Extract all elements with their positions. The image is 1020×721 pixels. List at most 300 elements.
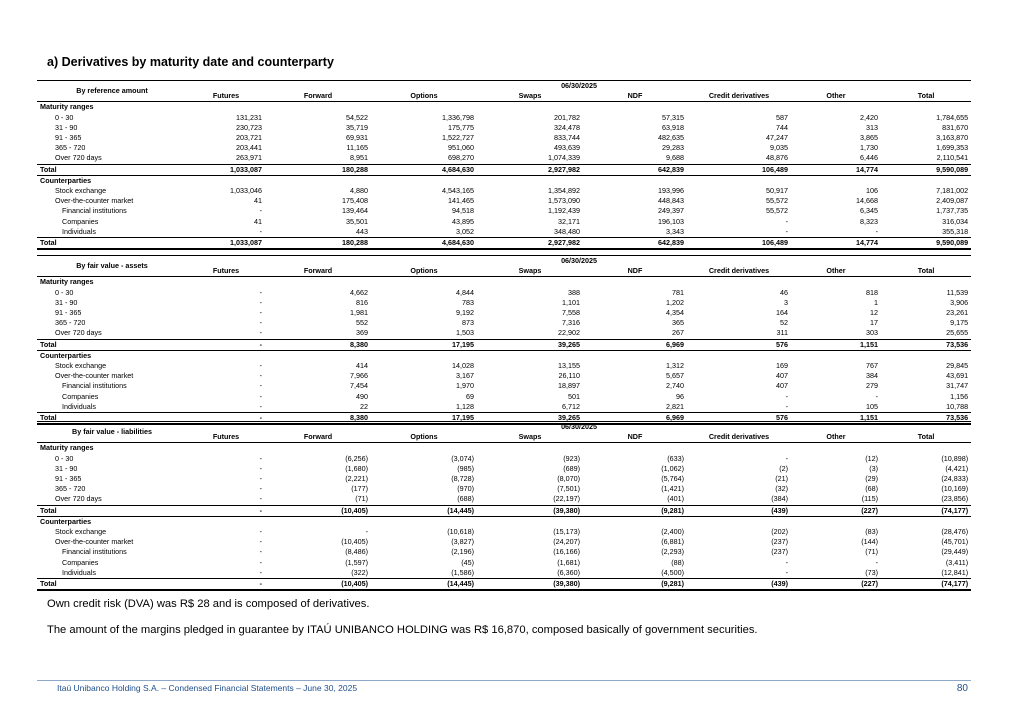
- value-cell: 17: [870, 318, 878, 328]
- value-cell: (3): [869, 463, 878, 473]
- value-cell: (83): [865, 527, 878, 537]
- value-cell: 6,712: [562, 401, 580, 411]
- empty-cell: [687, 277, 791, 288]
- table-row: [37, 318, 971, 328]
- empty-cell: [371, 516, 477, 527]
- value-cell: 1,128: [456, 401, 474, 411]
- value-cell: 3,865: [860, 133, 878, 143]
- total-label: Total: [37, 413, 187, 425]
- value-cell: 1,336,798: [442, 112, 474, 122]
- empty-cell: [265, 350, 371, 361]
- section-label: Maturity ranges: [40, 277, 94, 287]
- value-cell: 316,034: [942, 216, 969, 226]
- empty-cell: [371, 350, 477, 361]
- column-header: Other: [791, 266, 881, 277]
- total-value: 1,033,087: [187, 238, 265, 250]
- value-cell: 7,966: [350, 371, 368, 381]
- derivatives-table-1: [37, 80, 971, 250]
- value-cell: (8,070): [557, 474, 580, 484]
- total-value: (9,281): [583, 505, 687, 516]
- value-cell: -: [259, 567, 262, 577]
- value-cell: 131,231: [236, 112, 262, 122]
- value-cell: (115): [861, 494, 878, 504]
- page-number: 80: [956, 683, 968, 694]
- empty-cell: [265, 443, 371, 454]
- table-row: [37, 484, 971, 494]
- empty-cell: [371, 175, 477, 186]
- value-cell: 25,655: [946, 328, 969, 338]
- column-header: Options: [371, 266, 477, 277]
- value-cell: (45): [461, 557, 474, 567]
- value-cell: 443: [356, 226, 368, 236]
- value-cell: 22,902: [558, 328, 580, 338]
- value-cell: 783: [462, 297, 474, 307]
- value-cell: 369: [356, 328, 368, 338]
- value-cell: 3,167: [456, 371, 474, 381]
- value-cell: 43,691: [946, 371, 969, 381]
- value-cell: 35,719: [346, 122, 368, 132]
- value-cell: 3,906: [950, 297, 969, 307]
- value-cell: 1,784,655: [936, 112, 969, 122]
- value-cell: 249,397: [658, 206, 684, 216]
- empty-cell: [265, 102, 371, 113]
- value-cell: -: [259, 206, 262, 216]
- value-cell: 818: [866, 287, 878, 297]
- value-cell: 52: [780, 318, 788, 328]
- value-cell: 767: [866, 361, 878, 371]
- row-label: Over 720 days: [55, 494, 102, 504]
- value-cell: (177): [351, 484, 368, 494]
- total-value: 8,380: [265, 413, 371, 425]
- row-label: Stock exchange: [55, 361, 107, 371]
- value-cell: (45,701): [941, 537, 969, 547]
- value-cell: 69: [466, 391, 474, 401]
- total-value: (39,380): [477, 505, 583, 516]
- column-header: NDF: [583, 266, 687, 277]
- table-caption: By fair value - liabilities: [37, 422, 187, 443]
- derivatives-table-3: [37, 421, 971, 591]
- value-cell: 23,261: [946, 308, 969, 318]
- value-cell: (384): [771, 494, 788, 504]
- value-cell: 8,951: [350, 153, 368, 163]
- value-cell: -: [259, 371, 262, 381]
- value-cell: 3,163,870: [936, 133, 969, 143]
- header-row: [37, 422, 971, 433]
- value-cell: (2): [779, 463, 788, 473]
- value-cell: 105: [866, 401, 878, 411]
- value-cell: -: [259, 547, 262, 557]
- value-cell: (4,500): [661, 567, 684, 577]
- value-cell: 29,283: [662, 143, 684, 153]
- value-cell: 7,454: [350, 381, 368, 391]
- total-value: 14,774: [791, 238, 881, 250]
- value-cell: (1,586): [451, 567, 474, 577]
- value-cell: 5,657: [666, 371, 684, 381]
- value-cell: 164: [776, 308, 788, 318]
- total-label: Total: [37, 579, 187, 591]
- value-cell: 96: [676, 391, 684, 401]
- derivatives-table-2: [37, 255, 971, 425]
- total-value: 180,288: [265, 164, 371, 175]
- value-cell: 384: [866, 371, 878, 381]
- value-cell: 781: [672, 287, 684, 297]
- value-cell: (688): [457, 494, 474, 504]
- value-cell: 94,518: [452, 206, 474, 216]
- value-cell: 1,101: [562, 297, 580, 307]
- value-cell: -: [875, 557, 878, 567]
- value-cell: 1,074,339: [548, 153, 580, 163]
- empty-cell: [881, 350, 971, 361]
- value-cell: -: [259, 401, 262, 411]
- value-cell: -: [365, 527, 368, 537]
- value-cell: (68): [865, 484, 878, 494]
- footer-text: Itaú Unibanco Holding S.A. – Condensed Financial Statements – June 30, 2025: [57, 683, 358, 693]
- table-row: [37, 527, 971, 537]
- total-value: 39,265: [477, 413, 583, 425]
- value-cell: 169: [776, 361, 788, 371]
- column-header: Credit derivatives: [687, 432, 791, 443]
- table-row: [37, 196, 971, 206]
- total-value: 4,684,630: [371, 238, 477, 250]
- value-cell: 7,181,002: [936, 186, 969, 196]
- value-cell: -: [259, 361, 262, 371]
- row-label: 31 - 90: [55, 297, 78, 307]
- empty-cell: [187, 277, 265, 288]
- empty-cell: [187, 102, 265, 113]
- value-cell: 833,744: [554, 133, 580, 143]
- total-label: Total: [37, 164, 187, 175]
- value-cell: -: [785, 391, 788, 401]
- empty-cell: [187, 350, 265, 361]
- value-cell: 31,747: [946, 381, 969, 391]
- column-header: Swaps: [477, 432, 583, 443]
- empty-cell: [791, 350, 881, 361]
- value-cell: (21): [775, 474, 788, 484]
- value-cell: (29,449): [941, 547, 969, 557]
- empty-cell: [791, 175, 881, 186]
- value-cell: (1,597): [345, 557, 368, 567]
- value-cell: -: [259, 308, 262, 318]
- value-cell: 10,788: [946, 401, 969, 411]
- value-cell: (10,405): [341, 537, 368, 547]
- empty-cell: [477, 443, 583, 454]
- value-cell: 3: [784, 297, 788, 307]
- column-header: Futures: [187, 432, 265, 443]
- value-cell: -: [259, 318, 262, 328]
- value-cell: 41: [254, 216, 262, 226]
- value-cell: (2,221): [345, 474, 368, 484]
- value-cell: 46: [780, 287, 788, 297]
- reference-date: 06/30/2025: [187, 81, 971, 92]
- section-row: [37, 350, 971, 361]
- value-cell: 175,775: [448, 122, 474, 132]
- value-cell: 193,996: [658, 186, 684, 196]
- value-cell: -: [259, 474, 262, 484]
- value-cell: 482,635: [658, 133, 684, 143]
- value-cell: (1,681): [557, 557, 580, 567]
- row-label: Individuals: [62, 226, 96, 236]
- value-cell: 1,503: [456, 328, 474, 338]
- row-label: 31 - 90: [55, 463, 78, 473]
- table-row: [37, 328, 971, 339]
- column-header: Total: [881, 91, 971, 102]
- value-cell: 47,247: [766, 133, 788, 143]
- row-label: Over 720 days: [55, 328, 102, 338]
- empty-cell: [583, 277, 687, 288]
- section-row: [37, 102, 971, 113]
- table-row: [37, 537, 971, 547]
- value-cell: 7,558: [562, 308, 580, 318]
- value-cell: (10,169): [941, 484, 969, 494]
- value-cell: 279: [866, 381, 878, 391]
- total-value: -: [187, 339, 265, 350]
- empty-cell: [687, 350, 791, 361]
- column-header: Futures: [187, 266, 265, 277]
- column-header: Other: [791, 91, 881, 102]
- value-cell: -: [875, 391, 878, 401]
- value-cell: 1: [874, 297, 878, 307]
- empty-cell: [791, 443, 881, 454]
- value-cell: (689): [563, 463, 580, 473]
- total-value: (14,445): [371, 579, 477, 591]
- table-row: [37, 474, 971, 484]
- total-value: (9,281): [583, 579, 687, 591]
- value-cell: -: [259, 226, 262, 236]
- row-label: Over-the-counter market: [55, 537, 134, 547]
- empty-cell: [477, 350, 583, 361]
- value-cell: (8,728): [451, 474, 474, 484]
- value-cell: 263,971: [236, 153, 262, 163]
- empty-cell: [265, 175, 371, 186]
- value-cell: 26,110: [558, 371, 580, 381]
- value-cell: 32,171: [558, 216, 580, 226]
- value-cell: (73): [865, 567, 878, 577]
- row-label: Financial institutions: [62, 381, 127, 391]
- section-label: Maturity ranges: [40, 102, 94, 112]
- total-label: Total: [37, 505, 187, 516]
- row-label: Stock exchange: [55, 527, 107, 537]
- value-cell: (16,166): [553, 547, 580, 557]
- total-value: 576: [687, 339, 791, 350]
- table-row: [37, 392, 971, 402]
- row-label: 365 - 720: [55, 484, 86, 494]
- value-cell: (4,421): [945, 463, 969, 473]
- total-value: 9,590,089: [881, 164, 971, 175]
- value-cell: 587: [776, 112, 788, 122]
- value-cell: -: [785, 567, 788, 577]
- value-cell: 4,543,165: [442, 186, 474, 196]
- value-cell: -: [259, 527, 262, 537]
- row-label: Over-the-counter market: [55, 196, 134, 206]
- total-value: 6,969: [583, 339, 687, 350]
- value-cell: 48,876: [766, 153, 788, 163]
- value-cell: (10,618): [447, 527, 474, 537]
- column-header: Futures: [187, 91, 265, 102]
- value-cell: (12): [865, 453, 878, 463]
- empty-cell: [881, 516, 971, 527]
- value-cell: -: [785, 226, 788, 236]
- empty-cell: [187, 516, 265, 527]
- column-header: Total: [881, 266, 971, 277]
- value-cell: -: [785, 557, 788, 567]
- total-value: 576: [687, 413, 791, 425]
- empty-cell: [687, 175, 791, 186]
- table-row: [37, 454, 971, 464]
- table-row: [37, 298, 971, 308]
- table-row: [37, 123, 971, 133]
- value-cell: 4,662: [350, 287, 368, 297]
- column-header: Options: [371, 432, 477, 443]
- empty-cell: [583, 443, 687, 454]
- value-cell: 1,737,735: [936, 206, 969, 216]
- value-cell: 9,175: [950, 318, 969, 328]
- row-label: Companies: [62, 391, 99, 401]
- row-label: Individuals: [62, 567, 96, 577]
- value-cell: 3,343: [666, 226, 684, 236]
- table-row: [37, 402, 971, 413]
- value-cell: (88): [671, 557, 684, 567]
- table-row: [37, 143, 971, 153]
- value-cell: 2,821: [666, 401, 684, 411]
- total-value: 106,489: [687, 164, 791, 175]
- value-cell: 407: [776, 371, 788, 381]
- table-row: [37, 464, 971, 474]
- table-row: [37, 288, 971, 298]
- header-row: [37, 81, 971, 92]
- empty-cell: [265, 277, 371, 288]
- total-value: 2,927,982: [477, 164, 583, 175]
- value-cell: 816: [356, 297, 368, 307]
- value-cell: -: [785, 453, 788, 463]
- value-cell: 3,052: [456, 226, 474, 236]
- total-row: [37, 505, 971, 516]
- row-label: 0 - 30: [55, 287, 74, 297]
- value-cell: 1,522,727: [442, 133, 474, 143]
- reference-date: 06/30/2025: [187, 256, 971, 267]
- value-cell: 4,844: [456, 287, 474, 297]
- section-row: [37, 277, 971, 288]
- table-row: [37, 547, 971, 557]
- empty-cell: [583, 175, 687, 186]
- empty-cell: [687, 443, 791, 454]
- value-cell: 35,501: [346, 216, 368, 226]
- row-label: Stock exchange: [55, 186, 107, 196]
- value-cell: 1,312: [666, 361, 684, 371]
- value-cell: 29,845: [946, 361, 969, 371]
- table-caption: By reference amount: [37, 81, 187, 102]
- value-cell: 11,539: [946, 287, 969, 297]
- value-cell: 9,688: [666, 153, 684, 163]
- empty-cell: [477, 175, 583, 186]
- value-cell: 4,354: [666, 308, 684, 318]
- total-value: 1,151: [791, 413, 881, 425]
- total-value: 9,590,089: [881, 238, 971, 250]
- value-cell: 13,155: [558, 361, 580, 371]
- value-cell: 2,110,541: [936, 153, 969, 163]
- row-label: 365 - 720: [55, 143, 86, 153]
- value-cell: 951,060: [448, 143, 474, 153]
- total-value: (74,177): [881, 579, 971, 591]
- column-header: Credit derivatives: [687, 266, 791, 277]
- value-cell: (633): [667, 453, 684, 463]
- value-cell: 14,668: [856, 196, 878, 206]
- column-header: Forward: [265, 91, 371, 102]
- value-cell: 18,897: [558, 381, 580, 391]
- table-row: [37, 153, 971, 164]
- footer-divider: [37, 680, 971, 681]
- column-header: Total: [881, 432, 971, 443]
- value-cell: (1,062): [661, 463, 684, 473]
- total-value: 73,536: [881, 339, 971, 350]
- row-label: Over-the-counter market: [55, 371, 134, 381]
- value-cell: 11,165: [346, 143, 368, 153]
- table-row: [37, 133, 971, 143]
- empty-cell: [583, 350, 687, 361]
- row-label: 365 - 720: [55, 318, 86, 328]
- total-value: (10,405): [265, 579, 371, 591]
- column-header: NDF: [583, 91, 687, 102]
- value-cell: 414: [356, 361, 368, 371]
- total-value: 2,927,982: [477, 238, 583, 250]
- value-cell: (15,173): [553, 527, 580, 537]
- empty-cell: [881, 277, 971, 288]
- section-label: Counterparties: [40, 175, 92, 185]
- section-label: Counterparties: [40, 350, 92, 360]
- empty-cell: [477, 516, 583, 527]
- value-cell: (23,856): [941, 494, 969, 504]
- value-cell: 2,420: [860, 112, 878, 122]
- row-label: Financial institutions: [62, 206, 127, 216]
- value-cell: 203,441: [236, 143, 262, 153]
- value-cell: 2,409,087: [936, 196, 969, 206]
- value-cell: (5,764): [661, 474, 684, 484]
- value-cell: 365: [672, 318, 684, 328]
- section-row: [37, 516, 971, 527]
- value-cell: -: [259, 557, 262, 567]
- empty-cell: [881, 443, 971, 454]
- value-cell: 41: [254, 196, 262, 206]
- value-cell: (985): [457, 463, 474, 473]
- total-value: 17,195: [371, 413, 477, 425]
- value-cell: 175,408: [342, 196, 368, 206]
- row-label: Over 720 days: [55, 153, 102, 163]
- empty-cell: [371, 277, 477, 288]
- value-cell: -: [259, 494, 262, 504]
- value-cell: 1,354,892: [548, 186, 580, 196]
- row-label: Companies: [62, 216, 99, 226]
- dva-note: Own credit risk (DVA) was R$ 28 and is composed of derivatives.: [47, 598, 370, 610]
- total-value: 73,536: [881, 413, 971, 425]
- value-cell: 2,740: [666, 381, 684, 391]
- value-cell: (3,074): [451, 453, 474, 463]
- empty-cell: [791, 516, 881, 527]
- empty-cell: [477, 102, 583, 113]
- total-value: 8,380: [265, 339, 371, 350]
- table-row: [37, 361, 971, 371]
- value-cell: (22,197): [553, 494, 580, 504]
- value-cell: 501: [568, 391, 580, 401]
- value-cell: 388: [568, 287, 580, 297]
- value-cell: (144): [861, 537, 878, 547]
- total-value: (39,380): [477, 579, 583, 591]
- total-value: 39,265: [477, 339, 583, 350]
- value-cell: 57,315: [662, 112, 684, 122]
- total-value: -: [187, 413, 265, 425]
- empty-cell: [371, 102, 477, 113]
- value-cell: -: [785, 216, 788, 226]
- empty-cell: [687, 102, 791, 113]
- value-cell: 1,730: [860, 143, 878, 153]
